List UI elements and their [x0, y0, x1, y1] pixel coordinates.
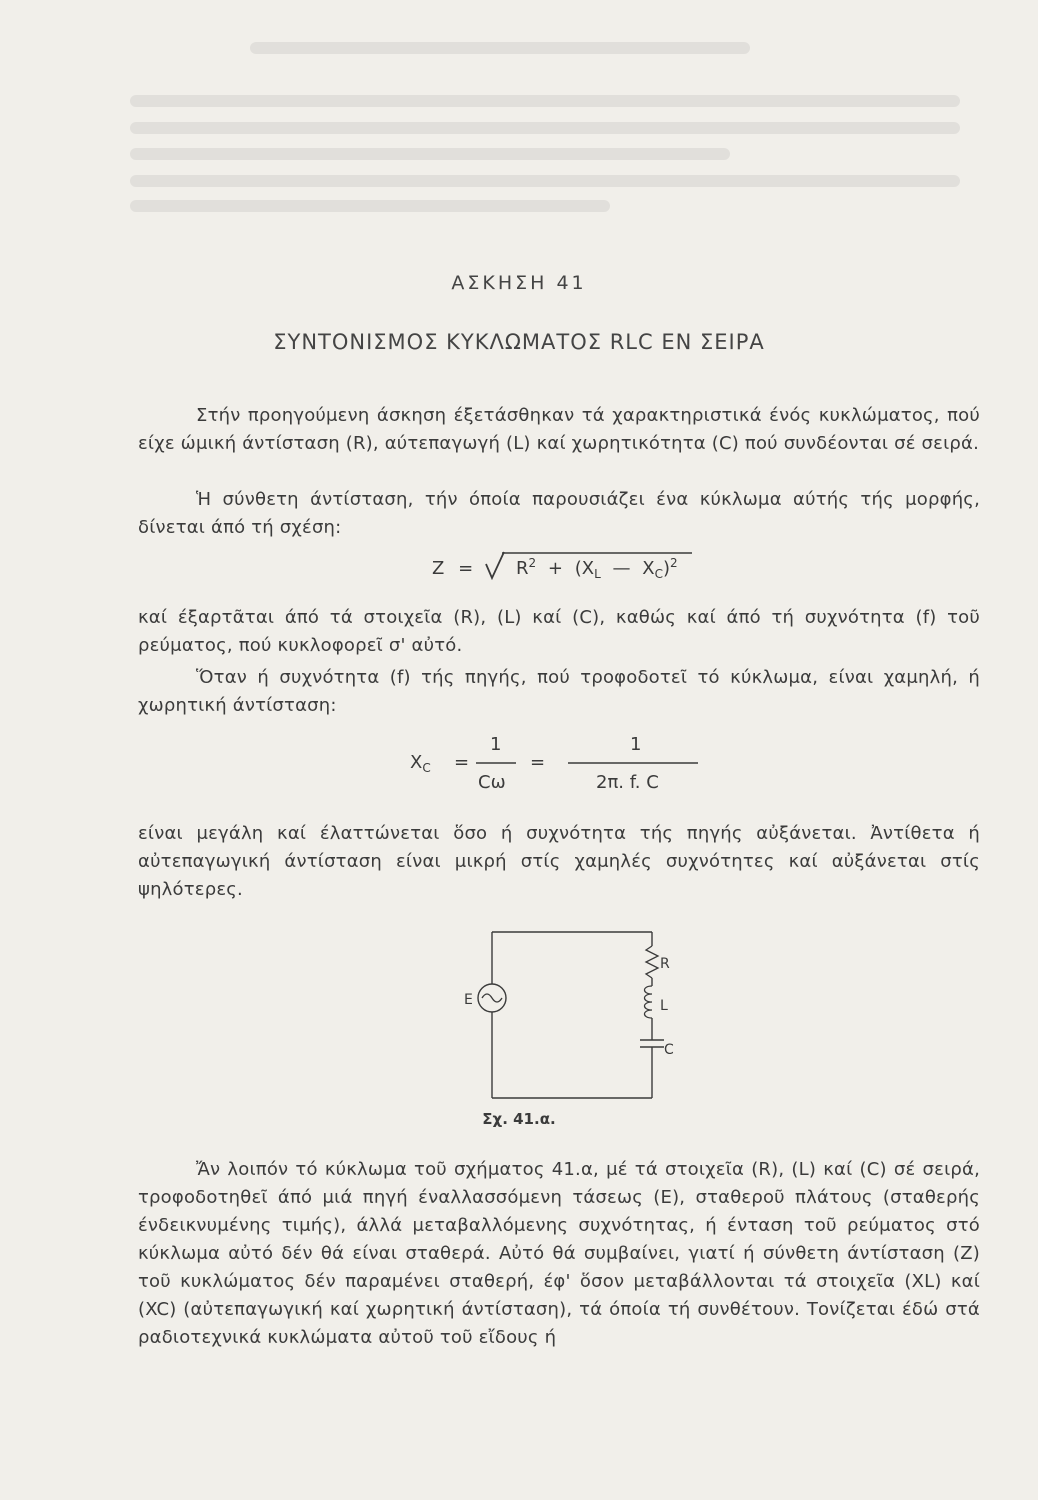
eq-r: R — [516, 558, 529, 579]
eq-outer-exponent: 2 — [670, 556, 678, 570]
eq2-sub-c: C — [422, 761, 431, 775]
paragraph-resonance: Ἄν λοιπόν τό κύκλωμα τοῦ σχήματος 41.α, μέ τά στοιχεῖα (R), (L) καί (C) σέ σειρά, τροφοδοτηθεῖ άπό μιά πηγή έναλλασσόμενη τάσεως (E), σταθεροῦ πλάτους (σταθερής ένδεικνυμένης τιμής), άλλά μεταβαλλόμενης συχνότητας, ή ένταση τοῦ ρεύματος στό κύκλωμα αὐτό δέν θά είναι σταθερά. Αὐτό θά συμβαίνει, γιατί ή σύνθετη άντίσταση (Z) τοῦ κυκλώματος δέν παραμένει σταθερή, έφ' ὅσον μεταβάλλονται τά στοιχεῖα (XL) καί (XC) (αὐτεπαγωγική καί χωρητική άντίσταση), τά όποία τή συνθέτουν. Τονίζεται έδώ στά ραδιοτεχνικά κυκλώματα αὐτοῦ τοῦ εἴδους ή — [138, 1159, 980, 1348]
label-c: C — [664, 1042, 674, 1058]
paragraph-low-frequency: Ὅταν ή συχνότητα (f) τής πηγής, πού τροφοδοτεῖ τό κύκλωμα, είναι χαμηλή, ή χωρητική άντίσταση: — [138, 667, 980, 716]
eq-r-exponent: 2 — [528, 556, 537, 570]
eq2-numerator-2: 1 — [630, 734, 642, 755]
eq-open-xl: (X — [574, 558, 595, 579]
paragraph-intro: Στήν προηγούμενη άσκηση έξετάσθηκαν τά χαρακτηριστικά ένός κυκλώματος, πού είχε ώμική άντίσταση (R), αύτεπαγωγή (L) καί χωρητικότητα (C) πού συνδέονται σέ σειρά. — [138, 405, 980, 454]
exercise-title: ΣΥΝΤΟΝΙΣΜΟΣ ΚΥΚΛΩΜΑΤΟΣ RLC ΕΝ ΣΕΙΡΑ — [273, 330, 765, 354]
paragraph-impedance: Ἡ σύνθετη άντίσταση, τήν όποία παρουσιάζει ένα κύκλωμα αύτής τής μορφής, δίνεται άπό τή σχέση: — [138, 489, 980, 538]
bleed-through-line — [130, 175, 960, 187]
eq-minus: — — [612, 558, 631, 579]
eq-z: Z — [432, 558, 445, 579]
inductor-icon — [645, 986, 653, 1018]
figure-caption: Σχ. 41.α. — [482, 1110, 556, 1128]
fraction-bar-1 — [476, 762, 516, 766]
capacitor-icon — [640, 1040, 664, 1047]
eq2-denominator-1: Cω — [478, 772, 506, 793]
eq2-equals-1: = — [454, 752, 470, 773]
eq-sub-l: L — [594, 567, 601, 581]
eq2-xc: X — [410, 752, 423, 773]
fraction-bar-2 — [568, 762, 698, 766]
bleed-through-line — [130, 200, 610, 212]
label-r: R — [660, 956, 670, 972]
reactance-equation — [410, 734, 710, 798]
exercise-number: ΑΣΚΗΣΗ 41 — [451, 272, 587, 294]
label-e: E — [464, 992, 473, 1008]
eq2-numerator-1: 1 — [490, 734, 502, 755]
eq-sub-c: C — [654, 567, 663, 581]
paragraph-capacitive-behavior: είναι μεγάλη καί έλαττώνεται ὅσο ή συχνότητα τής πηγής αὐξάνεται. Ἀντίθετα ή αὐτεπαγωγική άντίσταση είναι μικρή στίς χαμηλές συχνότητες καί αὐξάνεται στίς ψηλότερες. — [138, 823, 980, 900]
eq2-denominator-2: 2π. f. C — [596, 772, 659, 793]
bleed-through-line — [250, 42, 750, 54]
eq-xc: X — [642, 558, 655, 579]
eq-plus: + — [547, 558, 563, 579]
paragraph-dependency: καί έξαρτᾶται άπό τά στοιχεῖα (R), (L) καί (C), καθώς καί άπό τή συχνότητα (f) τοῦ ρεύματος, πού κυκλοφορεῖ σ' αὐτό. — [138, 607, 980, 656]
label-l: L — [660, 998, 668, 1014]
impedance-equation — [432, 558, 712, 594]
rlc-circuit-diagram — [460, 926, 680, 1106]
bleed-through-line — [130, 122, 960, 134]
resistor-icon — [646, 946, 658, 978]
eq2-equals-2: = — [530, 752, 546, 773]
ac-source-icon — [478, 984, 506, 1012]
eq-equals: = — [458, 558, 474, 579]
bleed-through-line — [130, 95, 960, 107]
bleed-through-line — [130, 148, 730, 160]
eq-close: ) — [662, 558, 670, 579]
